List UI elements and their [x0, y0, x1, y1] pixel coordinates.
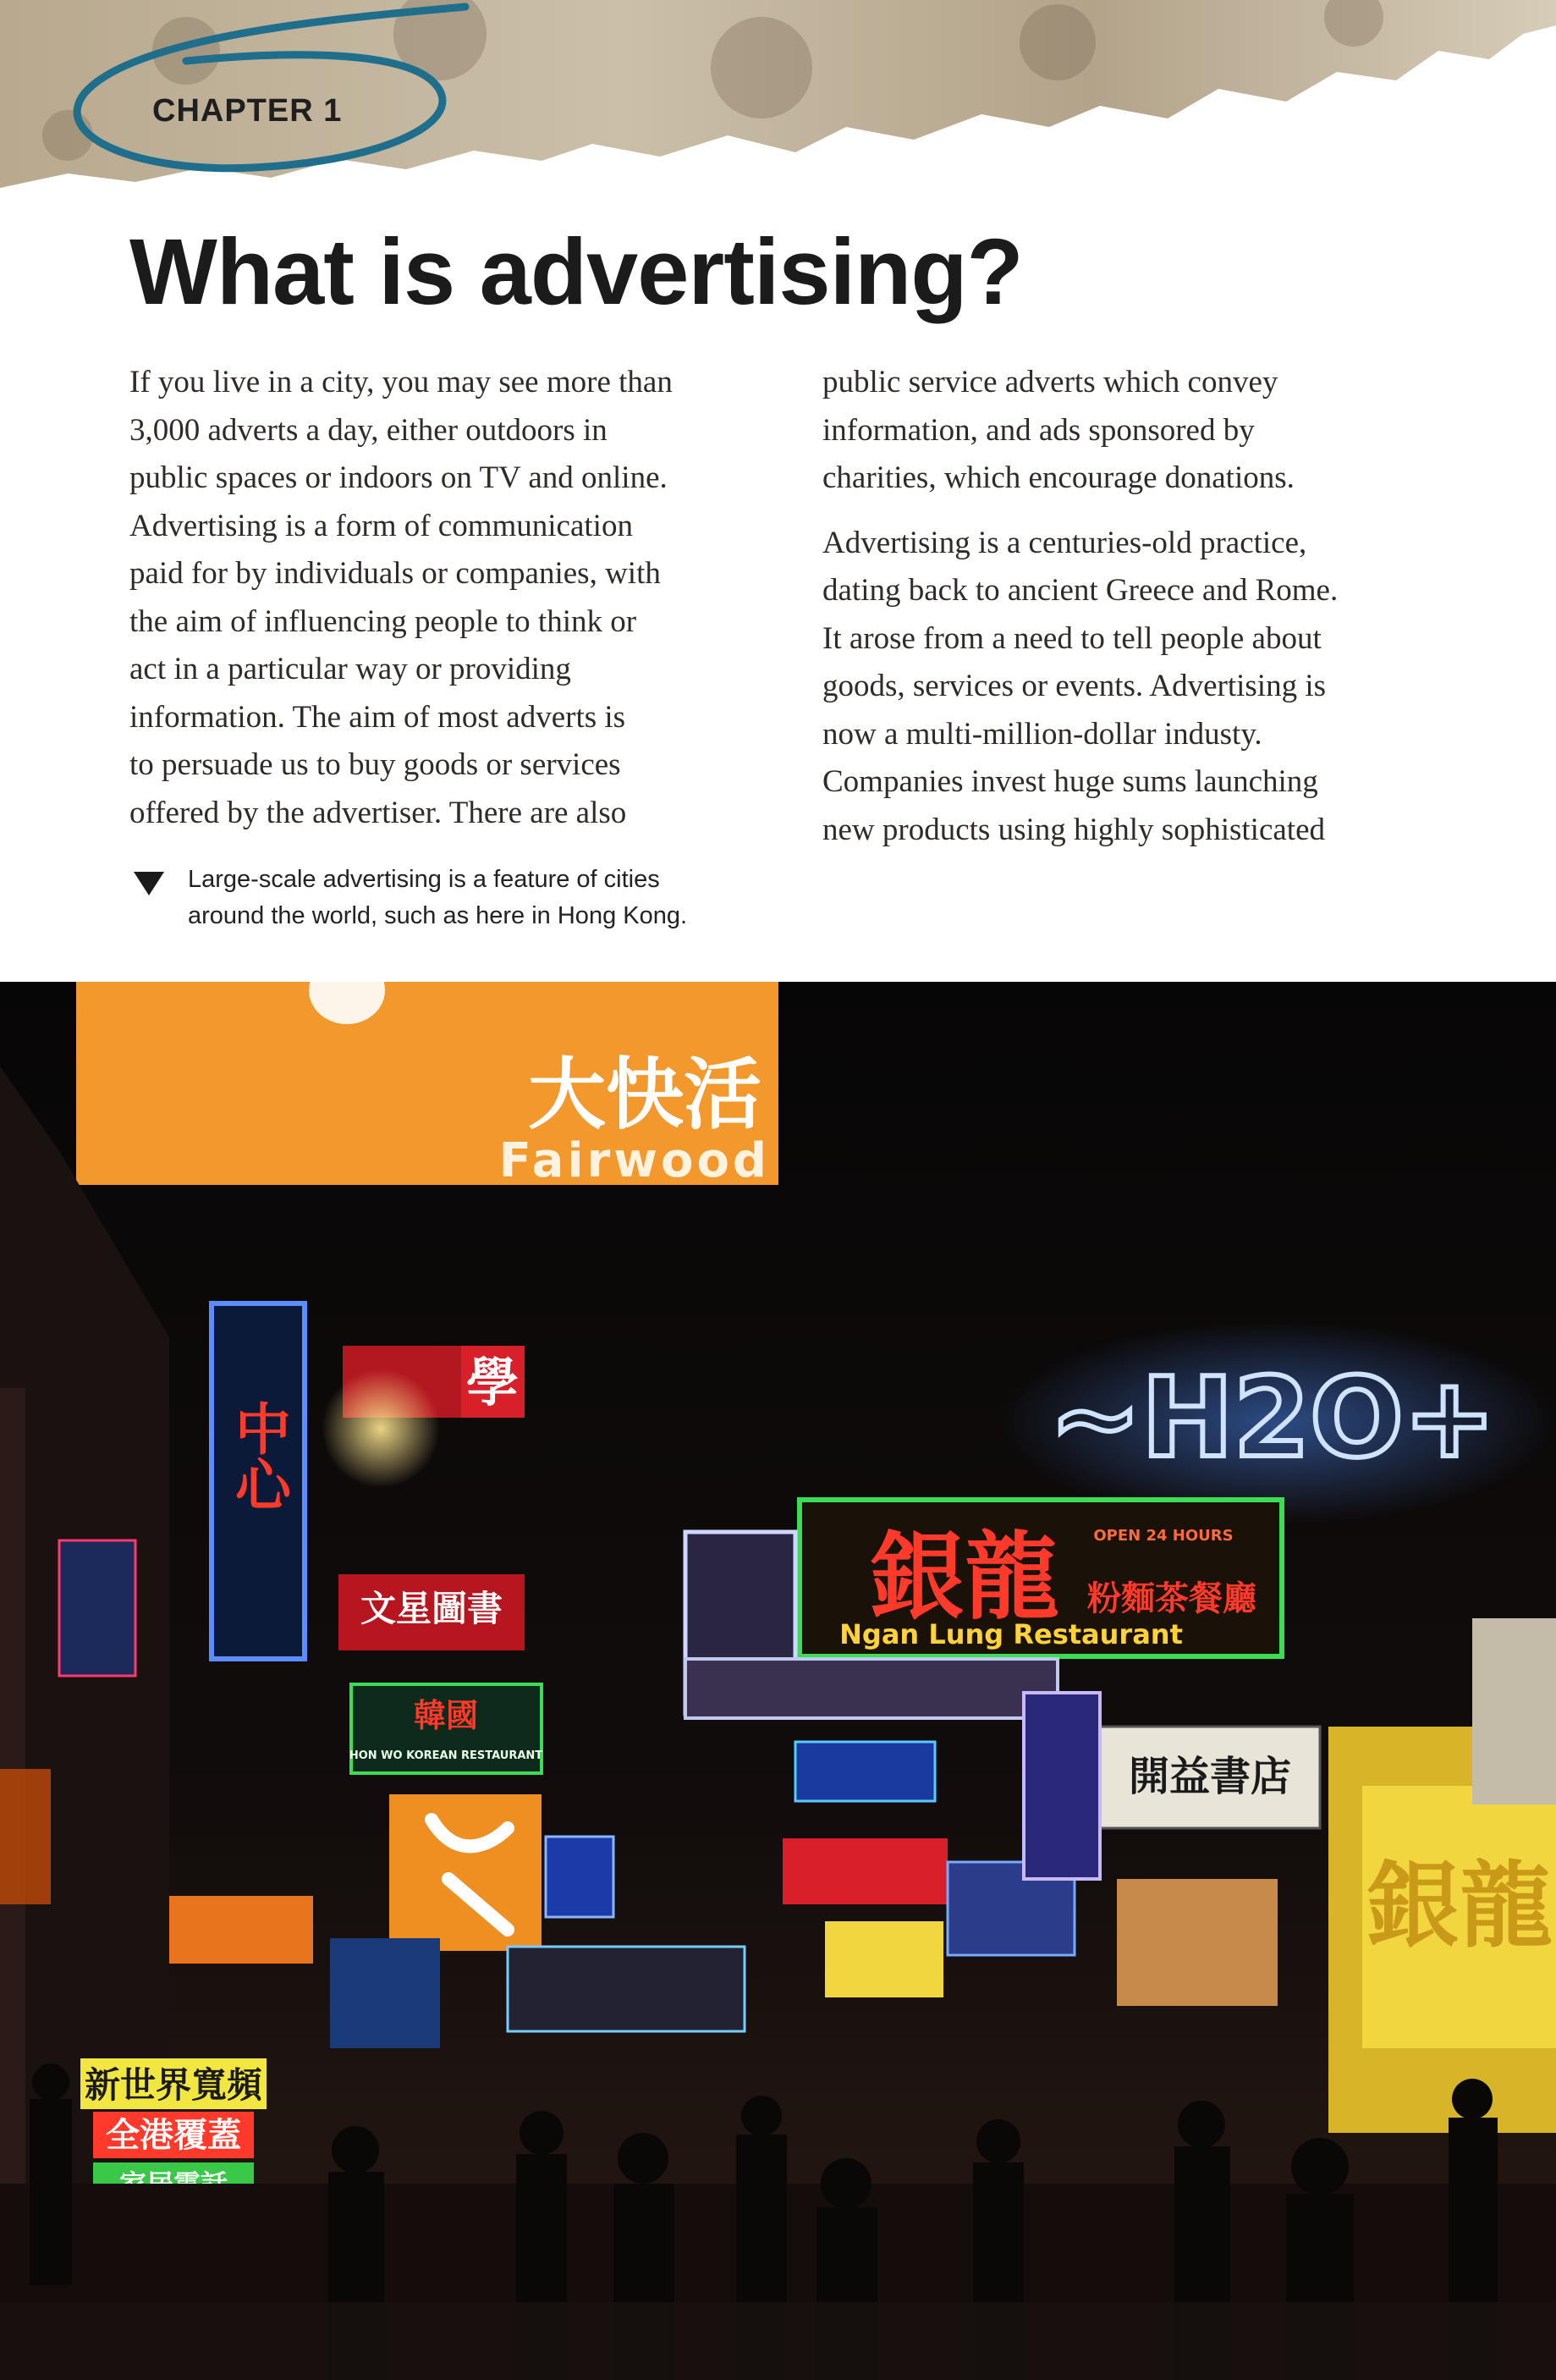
caption-arrow-icon [134, 872, 164, 895]
yellow-sign-text: 銀龍 [1366, 1852, 1553, 1960]
korean-sign-text: 韓國 [413, 1697, 479, 1734]
text-line: 3,000 adverts a day, either outdoors in [129, 412, 608, 448]
book-shop-text: 開益書店 [1128, 1753, 1292, 1800]
text-line: goods, services or events. Advertising is [822, 669, 1326, 703]
text-line: Companies invest huge sums launching [822, 764, 1318, 799]
photo-caption [134, 862, 794, 934]
bookstore-sign-text: 文星圖書 [360, 1588, 503, 1629]
neon-center-text: 中心 [225, 1400, 291, 1512]
text-line: paid for by individuals or companies, with [129, 556, 661, 591]
body-paragraph [822, 520, 1449, 855]
text-line: charities, which encourage donations. [822, 460, 1295, 495]
open-24-text: OPEN 24 HOURS [1093, 1527, 1234, 1545]
chapter-label: CHAPTER 1 [152, 93, 343, 129]
text-line: information. The aim of most adverts is [129, 699, 626, 735]
study-sign-text: 學 [465, 1352, 520, 1413]
text-line: Advertising is a form of communication [129, 508, 633, 543]
text-line: act in a particular way or providing [129, 652, 571, 686]
ngan-lung-sub-text: 粉麵茶餐廳 [1087, 1579, 1256, 1618]
caption-text [188, 862, 794, 934]
text-line: new products using highly sophisticated [822, 812, 1325, 847]
text-line: to persuade us to buy goods or services [129, 747, 621, 782]
new-world-text: 新世界寬頻 [84, 2064, 263, 2106]
caption-line: Large-scale advertising is a feature of cities [188, 866, 660, 893]
fairwood-en-text: Fairwood [498, 1133, 770, 1188]
text-line: If you live in a city, you may see more than [129, 365, 673, 399]
fairwood-cn-text: 大快活 [527, 1050, 762, 1140]
korean-sign-en: HON WO KOREAN RESTAURANT [349, 1749, 543, 1762]
fairwood-billboard [76, 982, 778, 1188]
body-column-right [822, 359, 1449, 854]
hong-kong-street-photo [0, 982, 1556, 2380]
h2o-text: ~H2O+ [1049, 1353, 1496, 1482]
text-line: public spaces or indoors on TV and online. [129, 460, 668, 495]
text-line: public service adverts which convey [822, 365, 1278, 399]
text-line: now a multi-million-dollar industy. [822, 716, 1262, 752]
page-title: What is advertising? [129, 220, 1023, 324]
network-text: 全港覆蓋 [106, 2116, 241, 2155]
h2o-neon-sign [998, 1320, 1556, 1523]
ngan-lung-restaurant-sign [800, 1500, 1282, 1656]
body-column-left [129, 359, 789, 837]
text-line: dating back to ancient Greece and Rome. [822, 573, 1339, 608]
text-line: information, and ads sponsored by [822, 412, 1255, 448]
text-line: offered by the advertiser. There are also [129, 795, 627, 830]
text-line: It arose from a need to tell people about [822, 620, 1322, 656]
body-paragraph [822, 359, 1449, 503]
text-line: the aim of influencing people to think or [129, 603, 637, 639]
ngan-lung-en-text: Ngan Lung Restaurant [839, 1618, 1183, 1650]
body-paragraph [129, 359, 789, 837]
caption-line: around the world, such as here in Hong Kong. [188, 902, 688, 929]
text-line: Advertising is a centuries-old practice, [822, 525, 1307, 560]
ngan-lung-cn-text: 銀龍 [870, 1523, 1059, 1633]
